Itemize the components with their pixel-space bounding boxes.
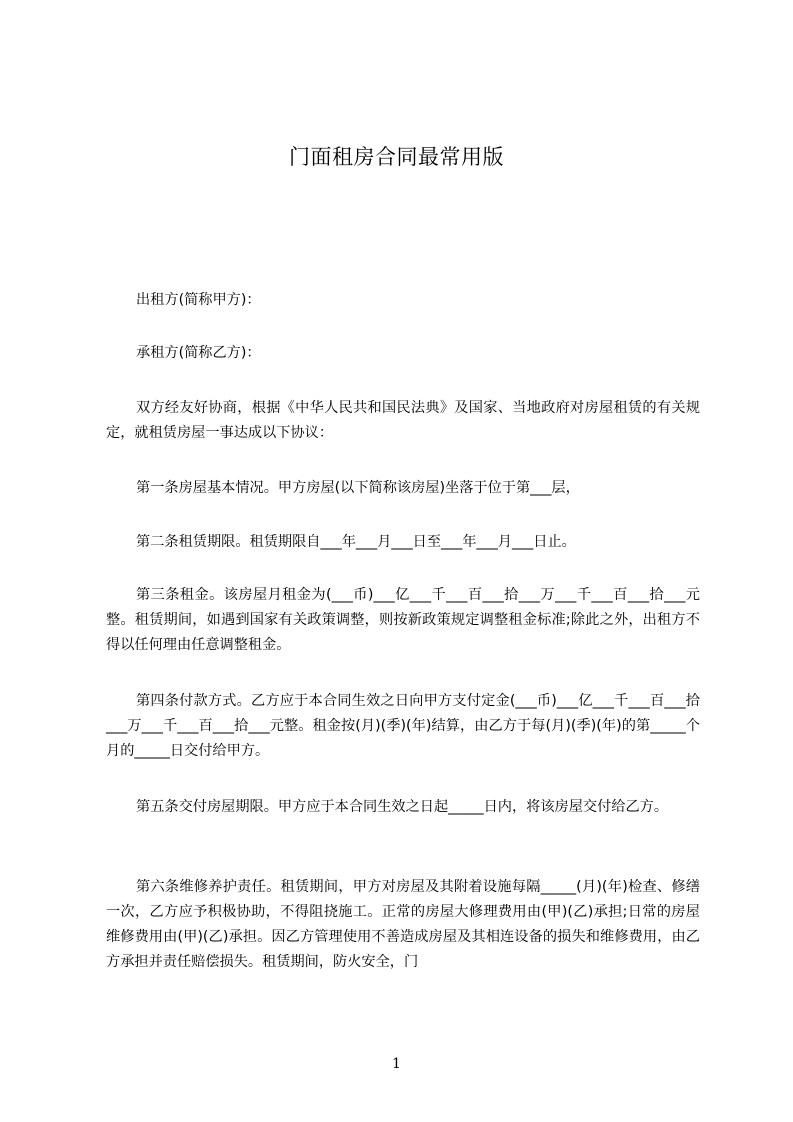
clause-4-paragraph: 第四条付款方式。乙方应于本合同生效之日向甲方支付定金(___币)___亿___千___百___拾___万___千___百___拾___元整。租金按(月)(季)(年)结算，由乙方于每(月)(季)(年)的第_____个月的_____日交付给甲方。 (106, 693, 700, 759)
preamble-paragraph: 双方经友好协商，根据《中华人民共和国民法典》及国家、当地政府对房屋租赁的有关规定，就租赁房屋一事达成以下协议： (106, 400, 700, 441)
clause-5-paragraph: 第五条交付房屋期限。甲方应于本合同生效之日起_____日内，将该房屋交付给乙方。 (136, 799, 669, 815)
lessor-line: 出租方(简称甲方)： (136, 292, 261, 308)
clause-1-paragraph: 第一条房屋基本情况。甲方房屋(以下简称该房屋)坐落于位于第___层， (136, 480, 580, 496)
page-number: 1 (392, 1056, 401, 1072)
clause-6-paragraph: 第六条维修养护责任。租赁期间，甲方对房屋及其附着设施每隔_____(月)(年)检查、修缮一次，乙方应予积极协助，不得阻挠施工。正常的房屋大修理费用由(甲)(乙)承担;日常的房屋维修费用由(甲)(乙)承担。因乙方管理使用不善造成房屋及其相连设备的损失和维修费用，由乙方承担并责任赔偿损失。租赁期间，防火安全，门 (106, 879, 700, 970)
clause-3-paragraph: 第三条租金。该房屋月租金为(___币)___亿___千___百___拾___万___千___百___拾___元整。租赁期间，如遇到国家有关政策调整，则按新政策规定调整租金标准;除此之外，出租方不得以任何理由任意调整租金。 (106, 587, 700, 653)
lessee-line: 承租方(简称乙方)： (136, 345, 261, 361)
clause-2-paragraph: 第二条租赁期限。租赁期限自___年___月___日至___年___月___日止。 (136, 534, 576, 550)
document-title: 门面租房合同最常用版 (289, 145, 504, 169)
